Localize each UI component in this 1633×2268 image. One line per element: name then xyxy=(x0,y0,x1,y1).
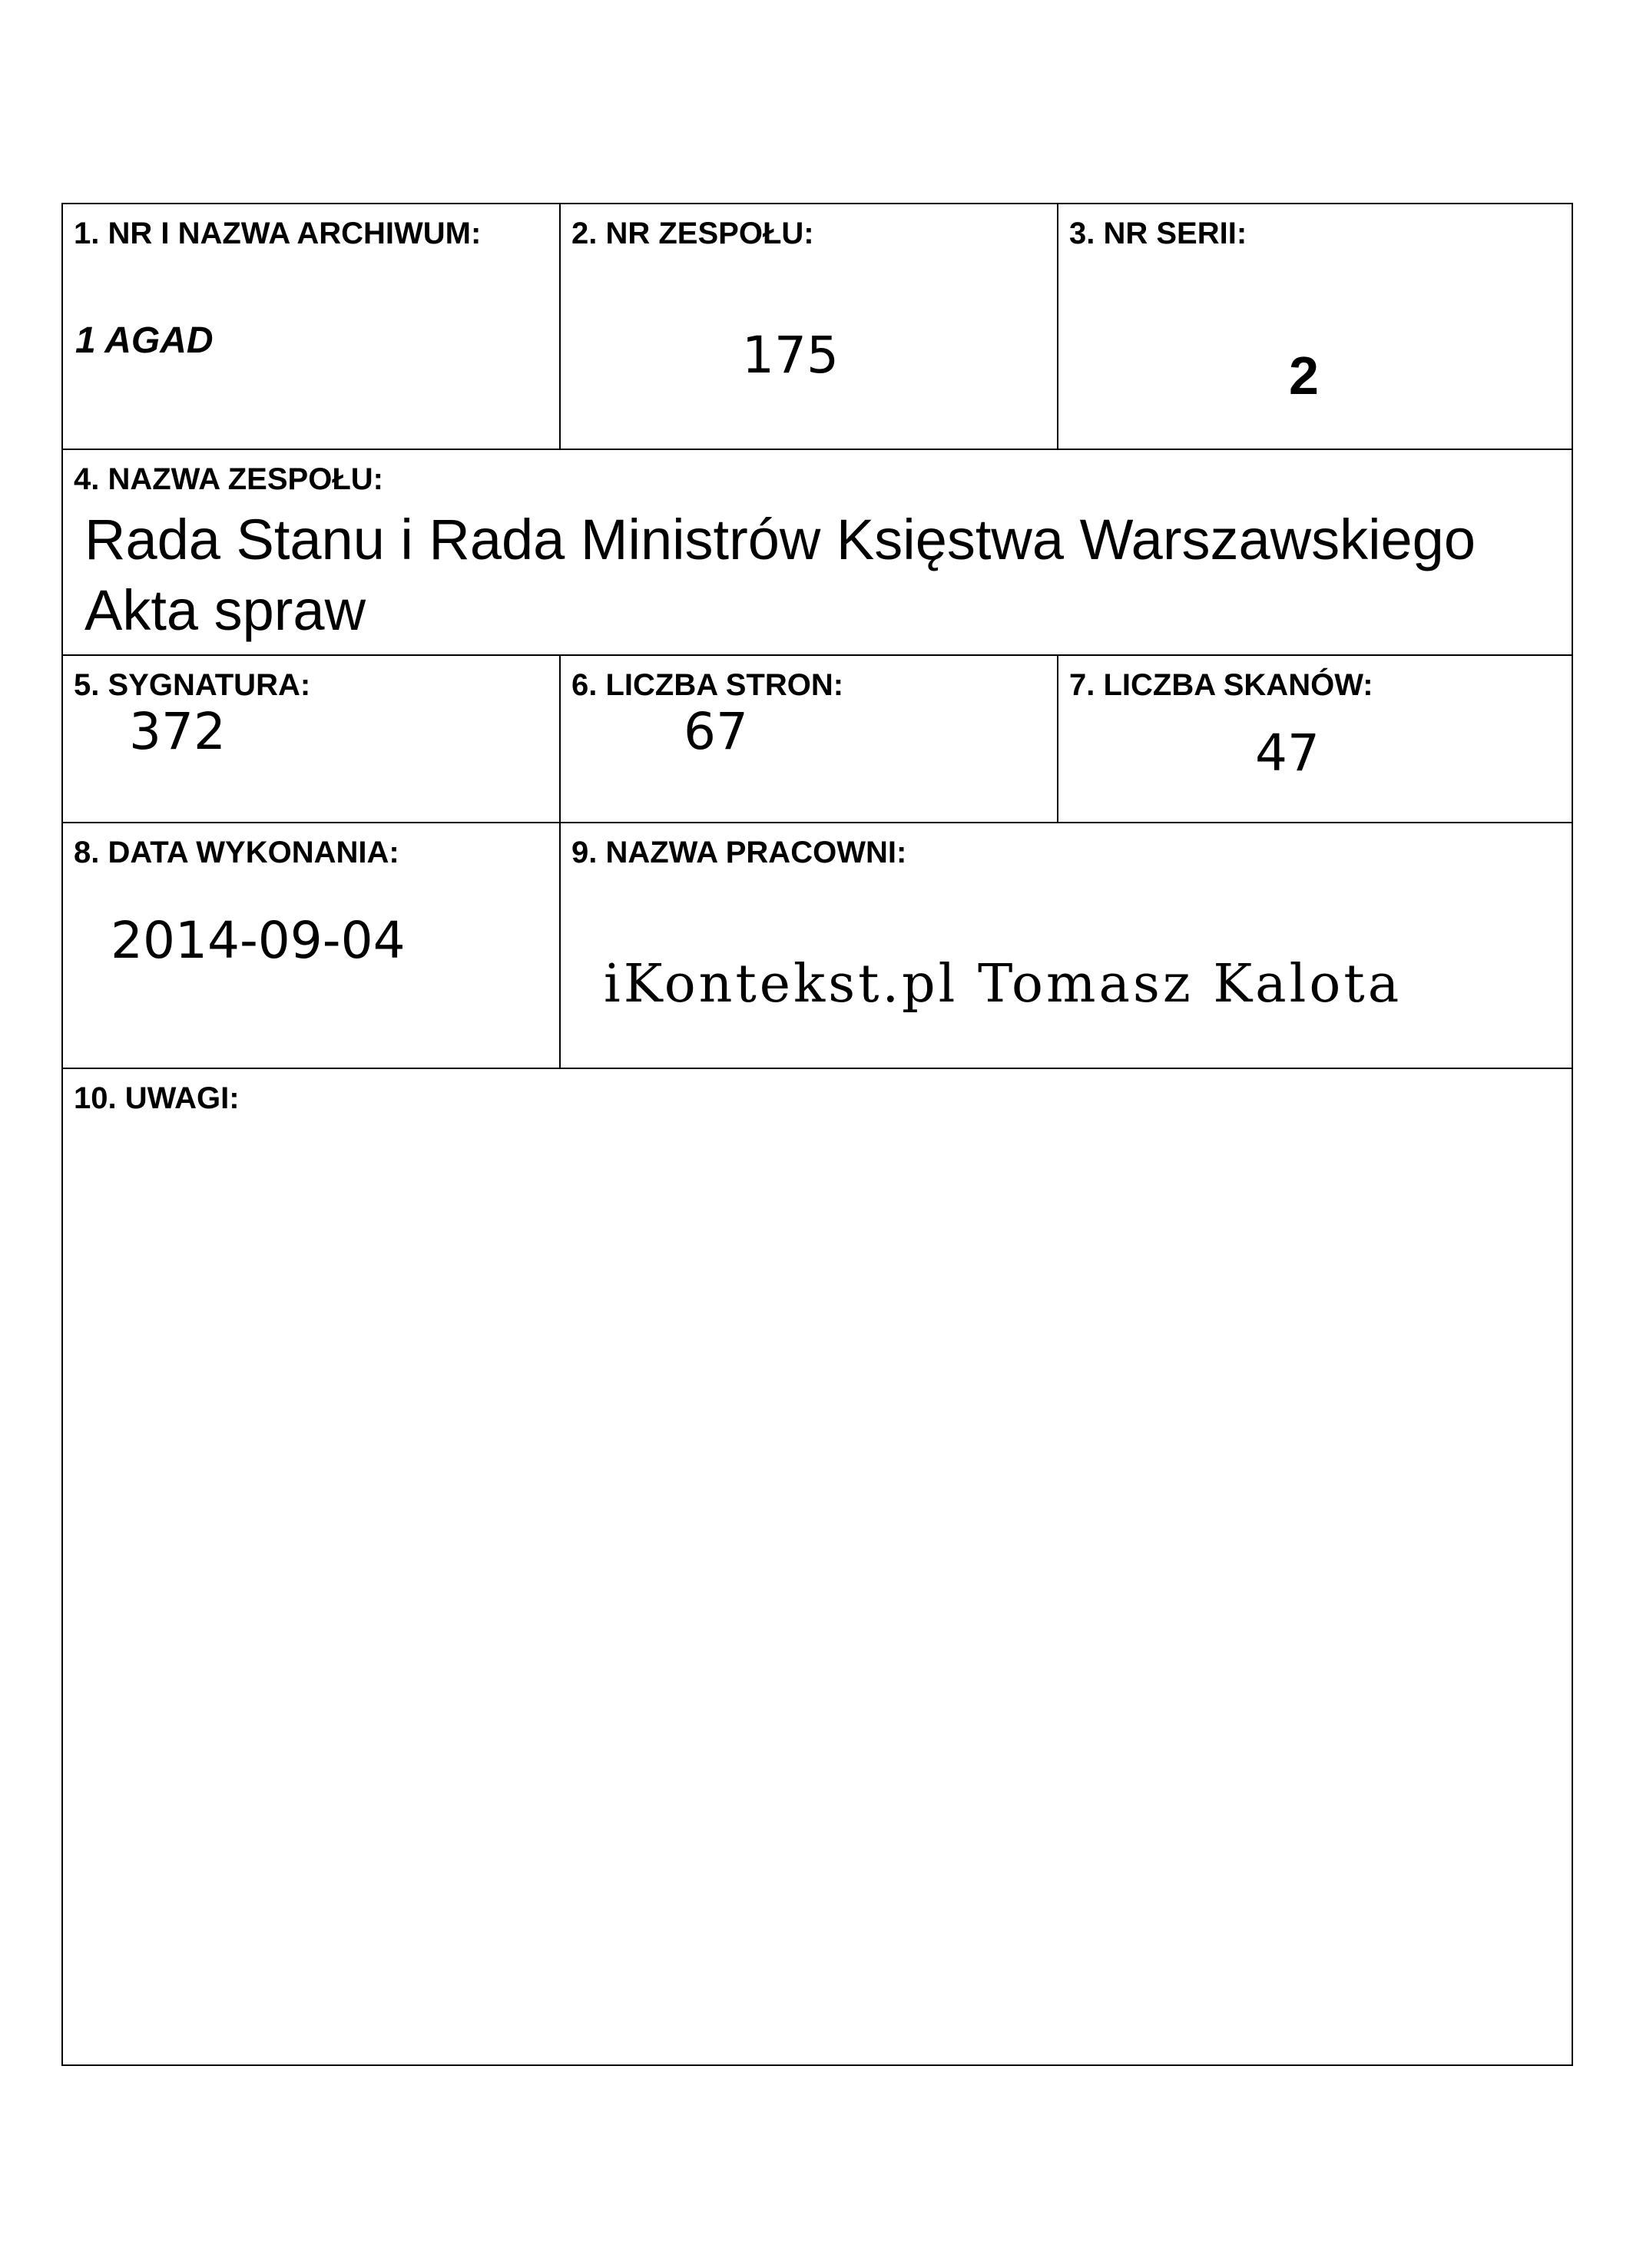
pages-value: 67 xyxy=(684,702,748,761)
signature-value: 372 xyxy=(129,702,226,761)
archive-label: 1. NR I NAZWA ARCHIWUM: xyxy=(74,217,482,250)
cell-series-no xyxy=(1058,204,1572,449)
workshop-value: iKontekst.pl Tomasz Kalota xyxy=(604,954,1403,1015)
fonds-no-label: 2. NR ZESPOŁU: xyxy=(571,217,814,250)
scans-label: 7. LICZBA SKANÓW: xyxy=(1069,668,1373,702)
fonds-name-line1: Rada Stanu i Rada Ministrów Księstwa Warszawskiego xyxy=(84,508,1476,571)
date-label: 8. DATA WYKONANIA: xyxy=(74,836,399,869)
date-value: 2014-09-04 xyxy=(111,911,406,970)
cell-scans xyxy=(1058,656,1572,822)
archive-record-form xyxy=(61,203,1573,2066)
workshop-label: 9. NAZWA PRACOWNI: xyxy=(571,836,907,869)
cell-date xyxy=(63,823,559,1068)
archive-value: 1 AGAD xyxy=(75,320,214,361)
series-no-value: 2 xyxy=(1289,346,1319,406)
pages-label: 6. LICZBA STRON: xyxy=(571,668,844,702)
scans-value: 47 xyxy=(1255,723,1320,783)
cell-fonds-no xyxy=(561,204,1057,449)
cell-pages xyxy=(561,656,1057,822)
cell-fonds-name xyxy=(63,450,1572,654)
cell-archive xyxy=(63,204,559,449)
cell-workshop xyxy=(561,823,1572,1068)
fonds-name-label: 4. NAZWA ZESPOŁU: xyxy=(74,462,383,496)
cell-signature xyxy=(63,656,559,822)
fonds-no-value: 175 xyxy=(742,326,839,385)
cell-notes xyxy=(63,1069,1572,2064)
notes-label: 10. UWAGI: xyxy=(74,1081,240,1115)
signature-label: 5. SYGNATURA: xyxy=(74,668,311,702)
fonds-name-line2: Akta spraw xyxy=(84,578,366,642)
series-no-label: 3. NR SERII: xyxy=(1069,217,1247,250)
